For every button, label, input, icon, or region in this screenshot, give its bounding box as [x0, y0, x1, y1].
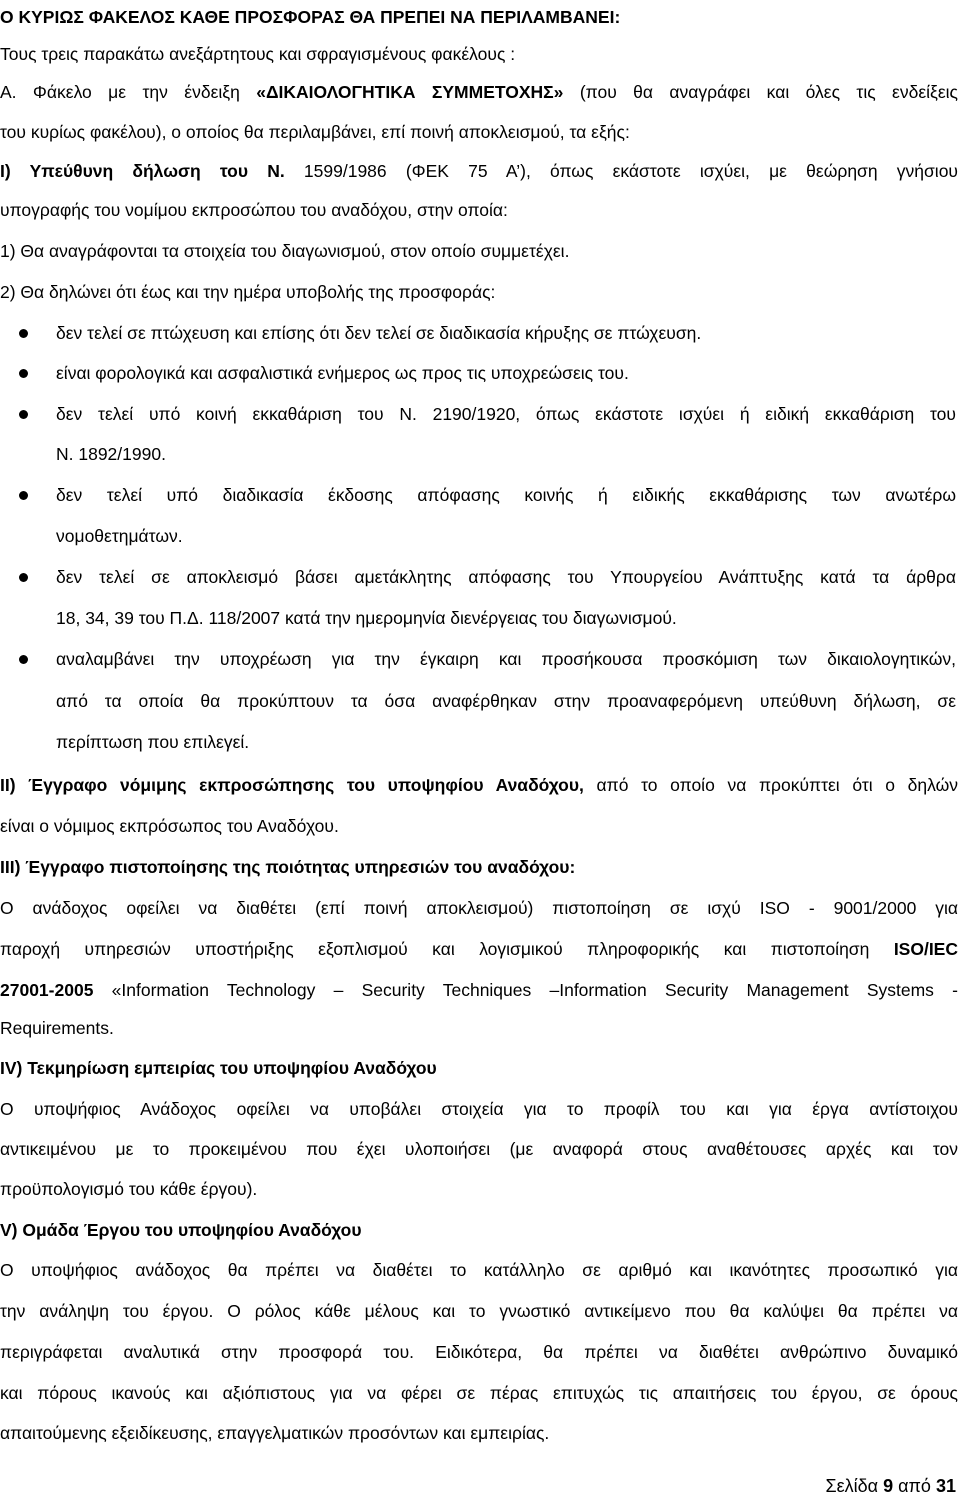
item1-rest: 1599/1986 (ΦΕΚ 75 Α’), όπως εκάστοτε ισχύει, με θεώρηση γνήσιου	[284, 161, 958, 181]
item5-line-4: και πόρους ικανούς και αξιόπιστους για να φέρει σε πέρας επιτυχώς τις απαιτήσεις του έργου, σε όρους	[0, 1383, 958, 1403]
page-number: 9	[883, 1476, 894, 1496]
bullet-marker	[19, 491, 28, 500]
item1-point-2: 2) Θα δηλώνει ότι έως και την ημέρα υποβολής της προσφοράς:	[0, 282, 496, 302]
item5-line-1: Ο υποψήφιος ανάδοχος θα πρέπει να διαθέτει το κατάλληλο σε αριθμό και ικανότητες προσωπικό για	[0, 1260, 958, 1280]
bullet-marker	[19, 369, 28, 378]
section-a-line-2: του κυρίως φακέλου), ο οποίος θα περιλαμβάνει, επί ποινή αποκλεισμού, τα εξής:	[0, 122, 630, 142]
bullet-item-1: δεν τελεί σε πτώχευση και επίσης ότι δεν τελεί σε διαδικασία κήρυξης σε πτώχευση.	[56, 323, 702, 343]
item3-heading	[0, 852, 958, 882]
total-pages: 31	[935, 1476, 956, 1496]
item3-iso-iec: ISO/IEC	[893, 939, 958, 959]
section-a-title: «ΔΙΚΑΙΟΛΟΓΗΤΙΚΑ ΣΥΜΜΕΤΟΧΗΣ»	[256, 82, 564, 102]
item3-line-3	[0, 975, 958, 1005]
bullet-item-4-line-2: νομοθετημάτων.	[56, 526, 183, 546]
document-heading	[0, 2, 958, 32]
intro-line: Τους τρεις παρακάτω ανεξάρτητους και σφραγισμένους φακέλους :	[0, 44, 516, 64]
item3-line-2-text: παροχή υπηρεσιών υποστήριξης εξοπλισμού και λογισμικού πληροφορικής και πιστοποίηση	[0, 939, 894, 959]
item4-heading-text: IV) Τεκμηρίωση εμπειρίας του υποψηφίου Αναδόχου	[0, 1058, 437, 1078]
item3-line-4: Requirements.	[0, 1018, 114, 1038]
bullet-marker	[19, 329, 28, 338]
item3-line-1: Ο ανάδοχος οφείλει να διαθέτει (επί ποινή αποκλεισμού) πιστοποίηση σε ισχύ ISO - 9001/2000 για	[0, 898, 958, 918]
item5-line-5: απαιτούμενης εξειδίκευσης, επαγγελματικών προσόντων και εμπειρίας.	[0, 1423, 550, 1443]
heading-text: Ο ΚΥΡΙΩΣ ΦΑΚΕΛΟΣ ΚΑΘΕ ΠΡΟΣΦΟΡΑΣ ΘΑ ΠΡΕΠΕΙ ΝΑ ΠΕΡΙΛΑΜΒΑΝΕΙ:	[0, 7, 621, 27]
item4-line-1: Ο υποψήφιος Ανάδοχος οφείλει να υποβάλει στοιχεία για το προφίλ του και για έργα αντίστοιχου	[0, 1099, 958, 1119]
bullet-marker	[19, 655, 28, 664]
bullet-marker	[19, 573, 28, 582]
page-label: Σελίδα	[825, 1476, 879, 1496]
bullet-item-4-line-1: δεν τελεί υπό διαδικασία έκδοσης απόφασης κοινής ή ειδικής εκκαθάρισης των ανωτέρω	[56, 485, 956, 505]
bullet-item-5-line-2: 18, 34, 39 του Π.Δ. 118/2007 κατά την ημερομηνία διενέργειας του διαγωνισμού.	[56, 608, 677, 628]
bullet-item-3-line-2: Ν. 1892/1990.	[56, 444, 166, 464]
item3-heading-text: ΙΙΙ) Έγγραφο πιστοποίησης της ποιότητας υπηρεσιών του αναδόχου:	[0, 857, 576, 877]
item3-standard-number: 27001-2005	[0, 980, 94, 1000]
item4-heading	[0, 1053, 958, 1083]
item1-heading: Ι) Υπεύθυνη δήλωση του Ν.	[0, 161, 285, 181]
item5-line-3: περιγράφεται αναλυτικά στην προσφορά του. Ειδικότερα, θα πρέπει να διαθέτει ανθρώπινο δυναμικό	[0, 1342, 958, 1362]
bullet-item-6-line-2: από τα οποία θα προκύπτουν τα όσα αναφέρθηκαν στην προαναφερόμενη υπεύθυνη δήλωση, σε	[56, 691, 956, 711]
item2-rest: από το οποίο να προκύπτει ότι ο δηλών	[583, 775, 958, 795]
item1-line-1	[0, 156, 958, 186]
bullet-item-5-line-1: δεν τελεί σε αποκλεισμό βάσει αμετάκλητης απόφασης του Υπουργείου Ανάπτυξης κατά τα άρθρα	[56, 567, 956, 587]
item3-line-2	[0, 934, 958, 964]
item1-line-2: υπογραφής του νομίμου εκπροσώπου του αναδόχου, στην οποία:	[0, 200, 508, 220]
item1-point-1: 1) Θα αναγράφονται τα στοιχεία του διαγωνισμού, στον οποίο συμμετέχει.	[0, 241, 570, 261]
item5-heading-text: V) Ομάδα Έργου του υποψηφίου Αναδόχου	[0, 1220, 362, 1240]
item2-line-1	[0, 770, 958, 800]
of-label: από	[898, 1476, 931, 1496]
item5-line-2: την ανάληψη του έργου. Ο ρόλος κάθε μέλους και το γνωστικό αντικείμενο που θα καλύψει θα πρέπει να	[0, 1301, 958, 1321]
item5-heading	[0, 1215, 958, 1245]
item4-line-2: αντικειμένου με το προκειμένου που έχει υλοποιήσει (με αναφορά στους αναθέτουσες αρχές και τον	[0, 1139, 958, 1159]
bullet-item-6-line-3: περίπτωση που επιλεγεί.	[56, 732, 250, 752]
item4-line-3: προϋπολογισμό του κάθε έργου).	[0, 1179, 258, 1199]
section-a-prefix: Α. Φάκελο με την ένδειξη	[0, 82, 257, 102]
page-footer	[825, 1473, 956, 1499]
section-a-suffix: (που θα αναγράφει και όλες τις ενδείξεις	[563, 82, 958, 102]
item2-heading: ΙΙ) Έγγραφο νόμιμης εκπροσώπησης του υποψηφίου Αναδόχου,	[0, 775, 584, 795]
item3-line-3-text: «Information Technology – Security Techniques –Information Security Management Systems -	[93, 980, 958, 1000]
bullet-marker	[19, 410, 28, 419]
bullet-item-2: είναι φορολογικά και ασφαλιστικά ενήμερος ως προς τις υποχρεώσεις του.	[56, 363, 629, 383]
bullet-item-6-line-1: αναλαμβάνει την υποχρέωση για την έγκαιρη και προσήκουσα προσκόμιση των δικαιολογητικών,	[56, 649, 956, 669]
bullet-item-3-line-1: δεν τελεί υπό κοινή εκκαθάριση του Ν. 2190/1920, όπως εκάστοτε ισχύει ή ειδική εκκαθάριση του	[56, 404, 956, 424]
section-a-line-1	[0, 77, 958, 107]
item2-line-2: είναι ο νόμιμος εκπρόσωπος του Αναδόχου.	[0, 816, 339, 836]
